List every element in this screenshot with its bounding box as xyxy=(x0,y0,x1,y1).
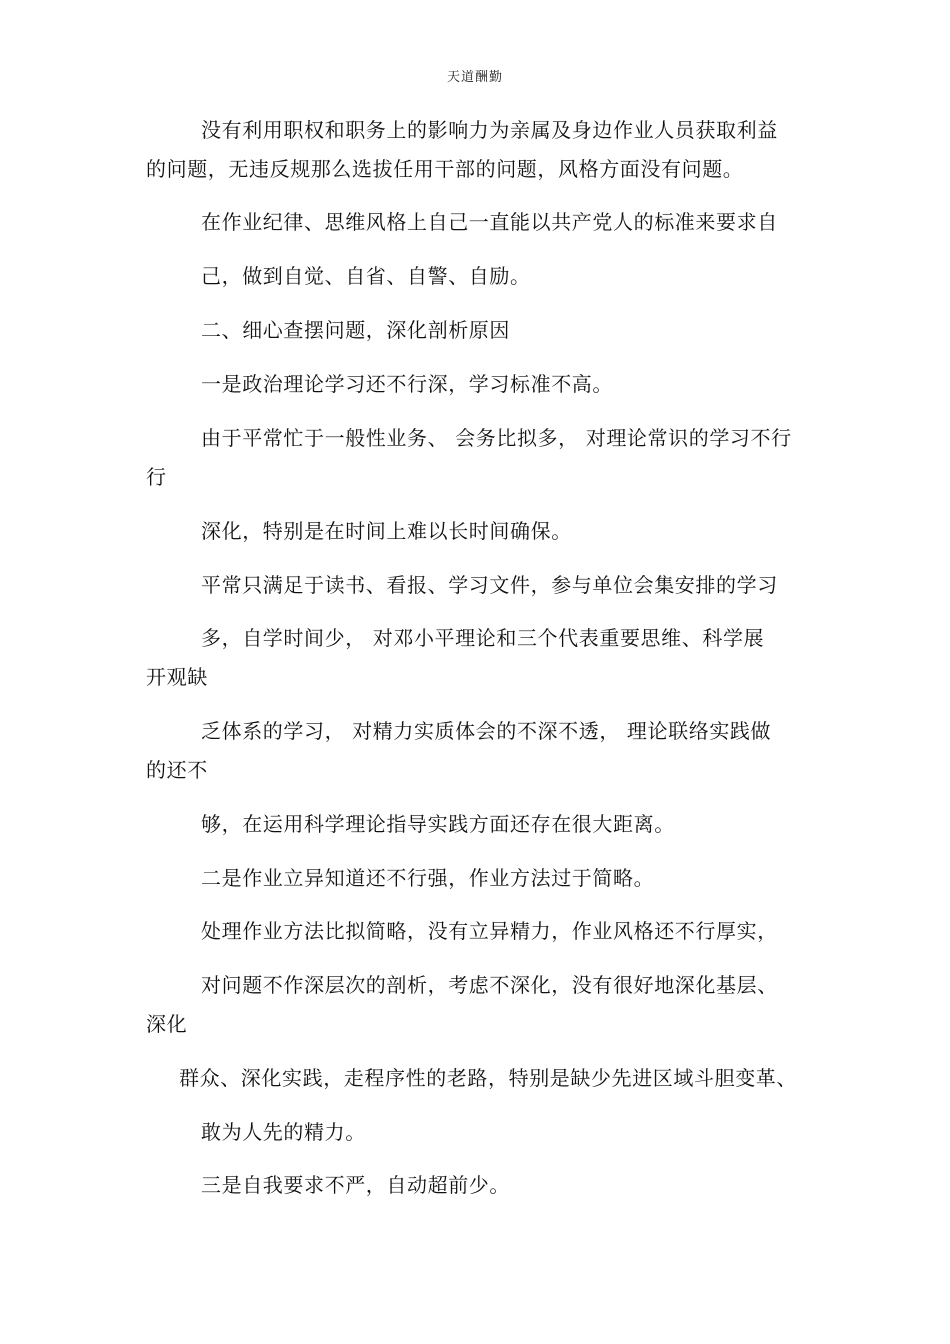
text-line: 乏体系的学习， 对精力实质体会的不深不透， 理论联络实践做 xyxy=(201,719,772,743)
text-line: 开观缺 xyxy=(146,665,208,689)
text-line: 多，自学时间少， 对邓小平理论和三个代表重要思维、科学展 xyxy=(201,626,765,650)
text-line: 的还不 xyxy=(146,758,208,782)
text-line: 行 xyxy=(146,465,167,489)
text-line: 己，做到自觉、自省、自警、自励。 xyxy=(201,264,531,288)
text-line: 深化，特别是在时间上难以长时间确保。 xyxy=(201,519,572,543)
text-line: 够，在运用科学理论指导实践方面还存在很大距离。 xyxy=(201,812,675,836)
text-line: 三是自我要求不严，自动超前少。 xyxy=(201,1173,510,1197)
text-line: 对问题不作深层次的剖析，考虑不深化，没有很好地深化基层、 xyxy=(201,973,778,997)
text-line: 处理作业方法比拟简略，没有立异精力，作业风格还不行厚实， xyxy=(201,919,778,943)
section-heading: 二、细心查摆问题，深化剖析原因 xyxy=(201,318,510,342)
text-line: 敢为人先的精力。 xyxy=(201,1120,366,1144)
text-line: 由于平常忙于一般性业务、 会务比拟多， 对理论常识的学习不行 xyxy=(201,426,792,450)
page-header: 天道酬勤 xyxy=(446,70,503,85)
text-line: 没有利用职权和职务上的影响力为亲属及身边作业人员获取利益 xyxy=(201,118,778,142)
text-line: 二是作业立异知道还不行强，作业方法过于简略。 xyxy=(201,866,655,890)
text-line: 在作业纪律、思维风格上自己一直能以共产党人的标准来要求自 xyxy=(201,210,778,234)
text-line: 平常只满足于读书、看报、学习文件，参与单位会集安排的学习 xyxy=(201,573,778,597)
text-line: 群众、深化实践，走程序性的老路，特别是缺少先进区域斗胆变革、 xyxy=(179,1066,797,1090)
text-line: 的问题，无违反规那么选拔任用干部的问题，风格方面没有问题。 xyxy=(146,157,744,181)
text-line: 深化 xyxy=(146,1012,188,1036)
text-line: 一是政治理论学习还不行深，学习标准不高。 xyxy=(201,372,613,396)
